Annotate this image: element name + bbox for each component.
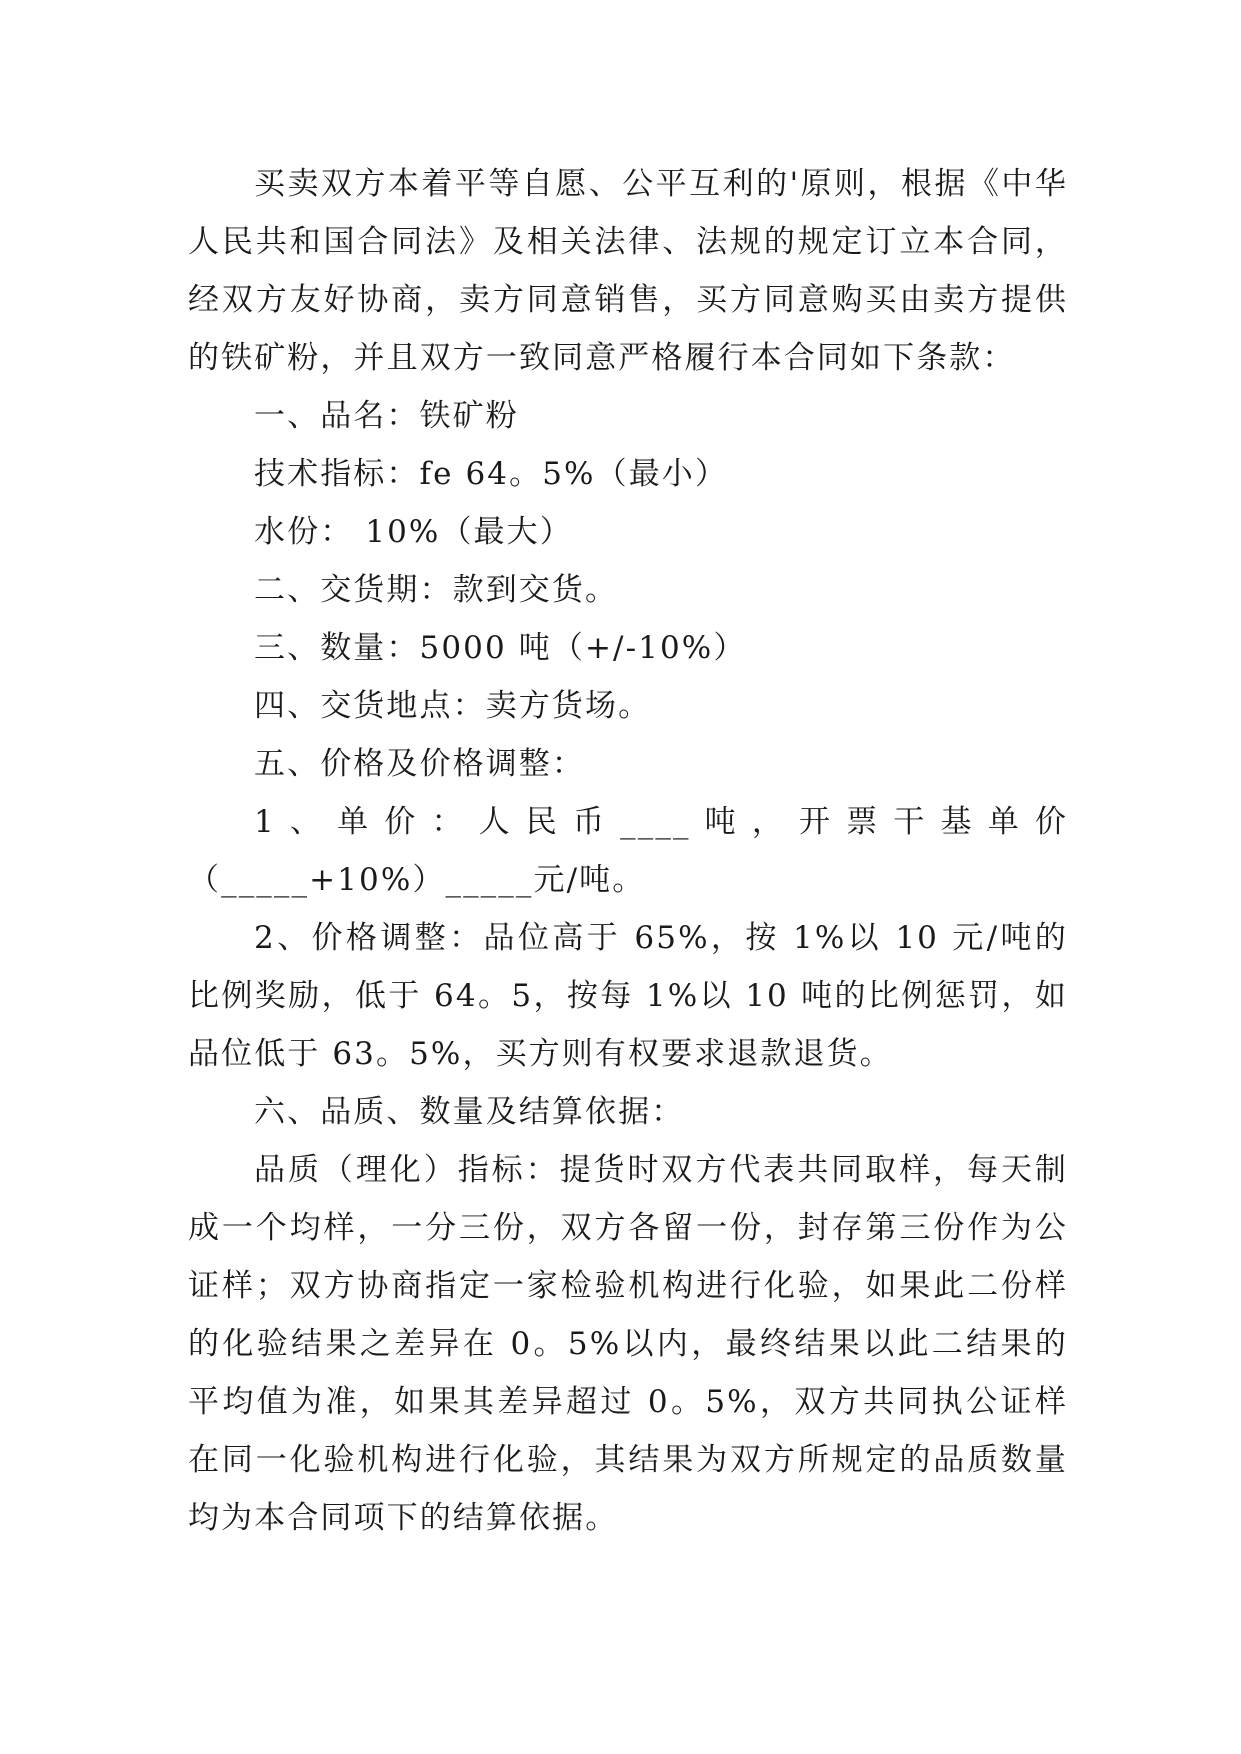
clause-quantity: 三、数量：5000 吨（+/-10%） [254,630,747,666]
clause-delivery-place: 四、交货地点：卖方货场。 [254,688,652,724]
clause-product-name: 一、品名：铁矿粉 [254,398,519,434]
contract-body [188,155,1068,1547]
clause-settlement-heading: 六、品质、数量及结算依据： [254,1094,685,1130]
clause-technical-spec: 技术指标：fe 64。5%（最小） [254,456,728,492]
intro-paragraph: 买卖双方本着平等自愿、公平互利的'原则，根据《中华人民共和国合同法》及相关法律、法规的规定订立本合同，经双方友好协商，卖方同意销售，买方同意购买由卖方提供的铁矿粉，并且双方一致同意严格履行本合同如下条款： [188,166,1068,376]
clause-moisture: 水份： 10%（最大） [254,514,573,550]
clause-price-heading: 五、价格及价格调整： [254,746,585,782]
clause-quality-index: 品质（理化）指标：提货时双方代表共同取样，每天制成一个均样，一分三份，双方各留一份，封存第三份作为公证样；双方协商指定一家检验机构进行化验，如果此二份样的化验结果之差异在 0。5%以内，最终结果以此二结果的平均值为准，如果其差异超过 0。5%，双方共同执公证样在同一化验机构进行化验，其结果为双方所规定的品质数量均为本合同项下的结算依据。 [188,1152,1068,1536]
clause-unit-price: 1、单价：人民币____吨，开票干基单价（_____+10%）_____元/吨。 [188,804,1068,898]
clause-delivery-period: 二、交货期：款到交货。 [254,572,619,608]
clause-price-adjustment: 2、价格调整：品位高于 65%，按 1%以 10 元/吨的比例奖励，低于 64。5，按每 1%以 10 吨的比例惩罚，如品位低于 63。5%，买方则有权要求退款退货。 [188,920,1068,1072]
